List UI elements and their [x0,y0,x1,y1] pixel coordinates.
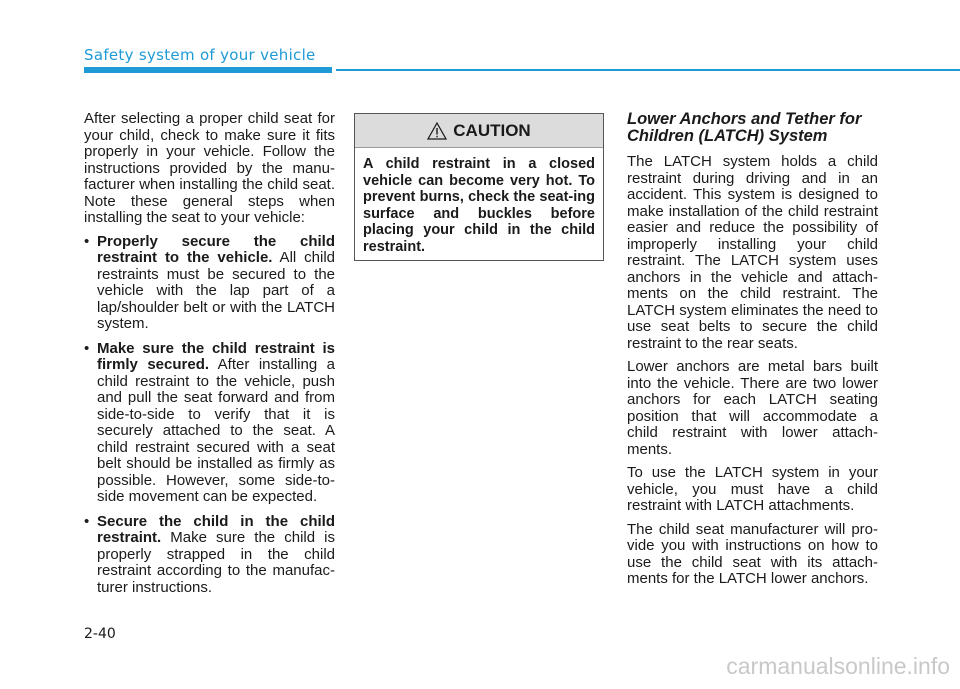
left-column [84,111,335,604]
list-item [84,234,335,333]
body-paragraph: The child seat manufacturer will pro-vide you with instructions on how to use the child seat with its attach-ments for the LATCH lower anchors. [627,520,878,587]
body-paragraph: Lower anchors are metal bars built into the vehicle. There are two lower anchors for each LATCH seating position that will accommodate a child restraint with lower attach-ments. [627,358,878,458]
body-paragraph: To use the LATCH system in your vehicle, you must have a child restraint with LATCH attachments. [627,464,878,514]
bullet-text: Make sure the child is properly strapped in the child restraint according to the manufac-turer instructions. [97,529,335,596]
caution-box [354,113,604,261]
section-header-bar [84,67,332,73]
body-paragraph: The LATCH system holds a child restraint during driving and in an accident. This system is designed to make installation of the child restraint easier and reduce the possibility of improperly installing your child restraint. The LATCH system uses anchors in the vehicle and attach-ments on the child restraint. The LATCH system eliminates the need to use seat belts to secure the child restraint to the rear seats. [627,153,878,352]
watermark-text: carmanualsonline.info [726,653,950,679]
caution-title: CAUTION [453,120,531,140]
bullet-icon: • [84,512,90,530]
section-header-line [336,69,960,71]
bullet-icon: • [84,339,90,357]
caution-header [355,114,603,148]
bullet-text: After installing a child restraint to the vehicle, push and pull the seat forward and from side-to-side to verify that it is securely attached to the seat. A child restraint secured with a seat belt should be installed as firmly as possible. However, some side-to-side movement can be expected. [97,356,336,505]
section-header-title: Safety system of your vehicle [84,46,316,64]
right-column [627,111,878,595]
bullet-icon: • [84,232,90,250]
caution-text: A child restraint in a closed vehicle can become very hot. To prevent burns, check the seat-ing surface and buckles before placing your child in the child restraint. [363,156,595,255]
bullet-text: All child restraints must be secured to the vehicle with the lap part of a lap/shoulder belt or with the LATCH system. [97,249,335,332]
bullet-bold-text: Make sure the child restraint is firmly secured. [97,339,335,373]
latch-section-heading: Lower Anchors and Tether for Children (LATCH) System [627,110,862,145]
list-item [84,514,335,597]
list-item [84,341,335,506]
bullet-bold-text: Secure the child in the child restraint. [97,512,335,546]
intro-paragraph: After selecting a proper child seat for your child, check to make sure it fits properly in your vehicle. Follow the instructions provided by the manu-facturer when installing the child seat. Note these general steps when installing the seat to your vehicle: [84,110,335,226]
bullet-bold-text: Properly secure the child restraint to the vehicle. [97,232,335,266]
installation-steps-list [84,234,335,597]
page-number: 2-40 [84,626,116,642]
warning-triangle-icon [427,122,447,140]
